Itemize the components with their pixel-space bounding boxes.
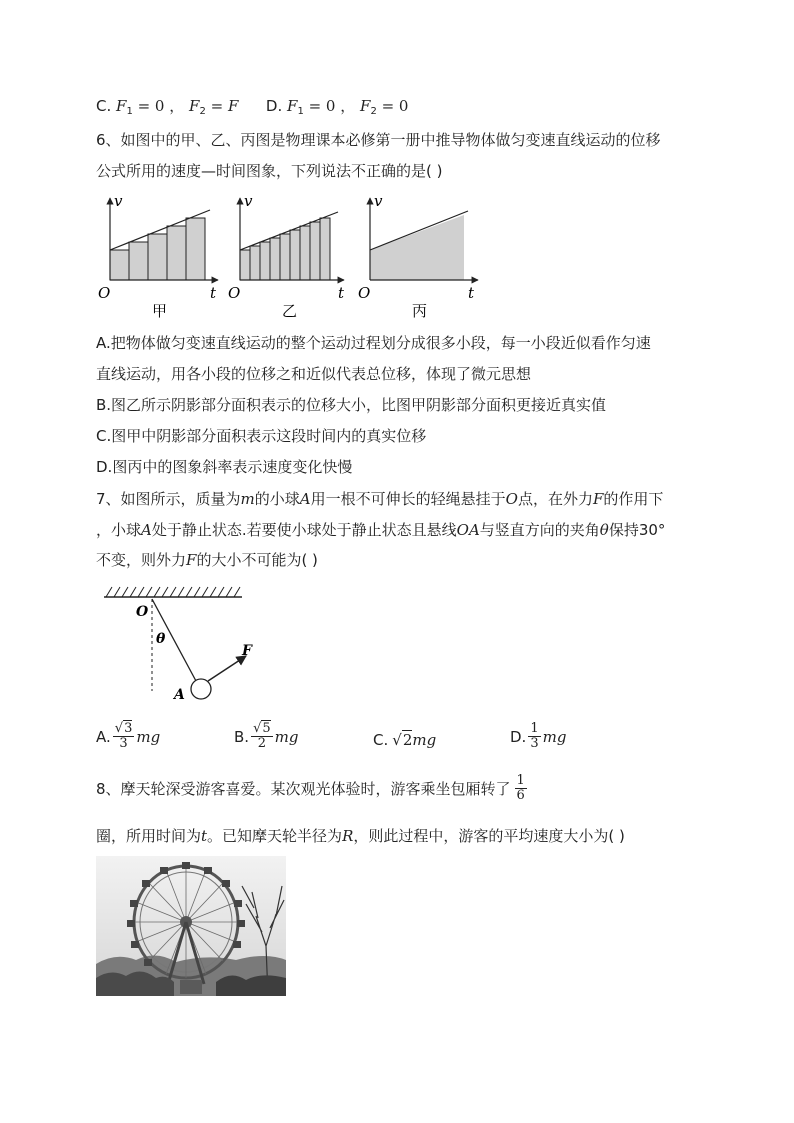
force-f-label: F bbox=[242, 643, 252, 659]
graph-bing bbox=[358, 192, 478, 320]
yi-bar bbox=[250, 246, 260, 280]
jia-bar bbox=[148, 234, 167, 280]
axis-t-label: t bbox=[210, 284, 217, 302]
yi-bar bbox=[280, 234, 290, 280]
yi-bar bbox=[300, 226, 310, 280]
jia-bar bbox=[167, 226, 186, 280]
yi-bar bbox=[320, 218, 330, 280]
ball-a bbox=[191, 679, 211, 699]
yi-bar bbox=[270, 238, 280, 280]
q7-pendulum-figure bbox=[100, 583, 250, 705]
graph-caption: 甲 bbox=[152, 302, 168, 320]
q7-option-c: C. √ 2 mg bbox=[373, 730, 437, 749]
axis-v-label: v bbox=[114, 192, 123, 210]
q8-stem-line1: 8、摩天轮深受游客喜爱。某次观光体验时，游客乘坐包厢转了 $\frac{1}{6}$ bbox=[96, 773, 525, 803]
q7-stem-line1: 7、如图所示，质量为m的小球A用一根不可伸长的轻绳悬挂于O点，在外力F的作用下 bbox=[96, 490, 664, 508]
q7-stem-line3: 不变，则外力F的大小不可能为( ) bbox=[96, 551, 318, 569]
angle-theta-label: θ bbox=[156, 631, 166, 647]
q6-stem-line2: 公式所用的速度—时间图象，下列说法不正确的是( ) bbox=[96, 162, 443, 180]
graph-jia bbox=[98, 192, 218, 320]
point-o-label: O bbox=[136, 604, 149, 620]
origin-label: O bbox=[358, 284, 371, 302]
force-f-arrow bbox=[208, 656, 246, 681]
bing-area bbox=[370, 215, 464, 280]
q6-option-b: B.图乙所示阴影部分面积表示的位移大小，比图甲阴影部分面积更接近真实值 bbox=[96, 396, 607, 414]
q6-option-c: C.图甲中阴影部分面积表示这段时间内的真实位移 bbox=[96, 427, 427, 445]
q5-options-cd: C. $F_1 = 0$ ， $F_2 = F$ D. $F_1 = 0$ ， $F_2 = 0$ bbox=[96, 97, 409, 117]
option-d-label: D. bbox=[265, 97, 283, 115]
point-a-label: A bbox=[174, 687, 185, 703]
q6-option-a-line2: 直线运动，用各小段的位移之和近似代表总位移，体现了微元思想 bbox=[96, 365, 532, 383]
q6-stem-line1: 6、如图中的甲、乙、丙图是物理课本必修第一册中推导物体做匀变速直线运动的位移 bbox=[96, 131, 661, 149]
origin-label: O bbox=[98, 284, 111, 302]
q8-stem-line2: 圈，所用时间为t。已知摩天轮半径为R，则此过程中，游客的平均速度大小为( ) bbox=[96, 827, 625, 845]
graph-caption: 丙 bbox=[412, 302, 428, 320]
ceiling-hatch bbox=[104, 587, 242, 597]
yi-bar bbox=[240, 250, 250, 280]
q6-option-d: D.图丙中的图象斜率表示速度变化快慢 bbox=[96, 458, 353, 476]
axis-t-label: t bbox=[468, 284, 475, 302]
yi-bar bbox=[290, 230, 300, 280]
yi-bar bbox=[310, 222, 320, 280]
q6-vt-graphs bbox=[92, 190, 492, 325]
q7-option-b: B. $\frac{√5}{2}$ mg bbox=[234, 721, 299, 751]
graph-yi bbox=[228, 192, 345, 320]
axis-v-label: v bbox=[244, 192, 253, 210]
q6-option-a-line1: A.把物体做匀变速直线运动的整个运动过程划分成很多小段，每一小段近似看作匀速 bbox=[96, 334, 651, 352]
yi-bar bbox=[260, 242, 270, 280]
jia-bar bbox=[186, 218, 205, 280]
origin-label: O bbox=[228, 284, 241, 302]
jia-bar bbox=[110, 250, 129, 280]
ferris-wheel-photo bbox=[96, 856, 286, 996]
graph-caption: 乙 bbox=[282, 302, 298, 320]
q7-stem-line2: ，小球A处于静止状态.若要使小球处于静止状态且悬线OA与竖直方向的夹角θ保持30° bbox=[96, 521, 666, 539]
option-c-label: C. bbox=[96, 97, 112, 115]
axis-t-label: t bbox=[338, 284, 345, 302]
q7-option-d: D. $\frac{1}{3}$ mg bbox=[510, 721, 567, 751]
q7-option-a: A. $\frac{√3}{3}$ mg bbox=[96, 721, 161, 751]
jia-bar bbox=[129, 242, 148, 280]
axis-v-label: v bbox=[374, 192, 383, 210]
